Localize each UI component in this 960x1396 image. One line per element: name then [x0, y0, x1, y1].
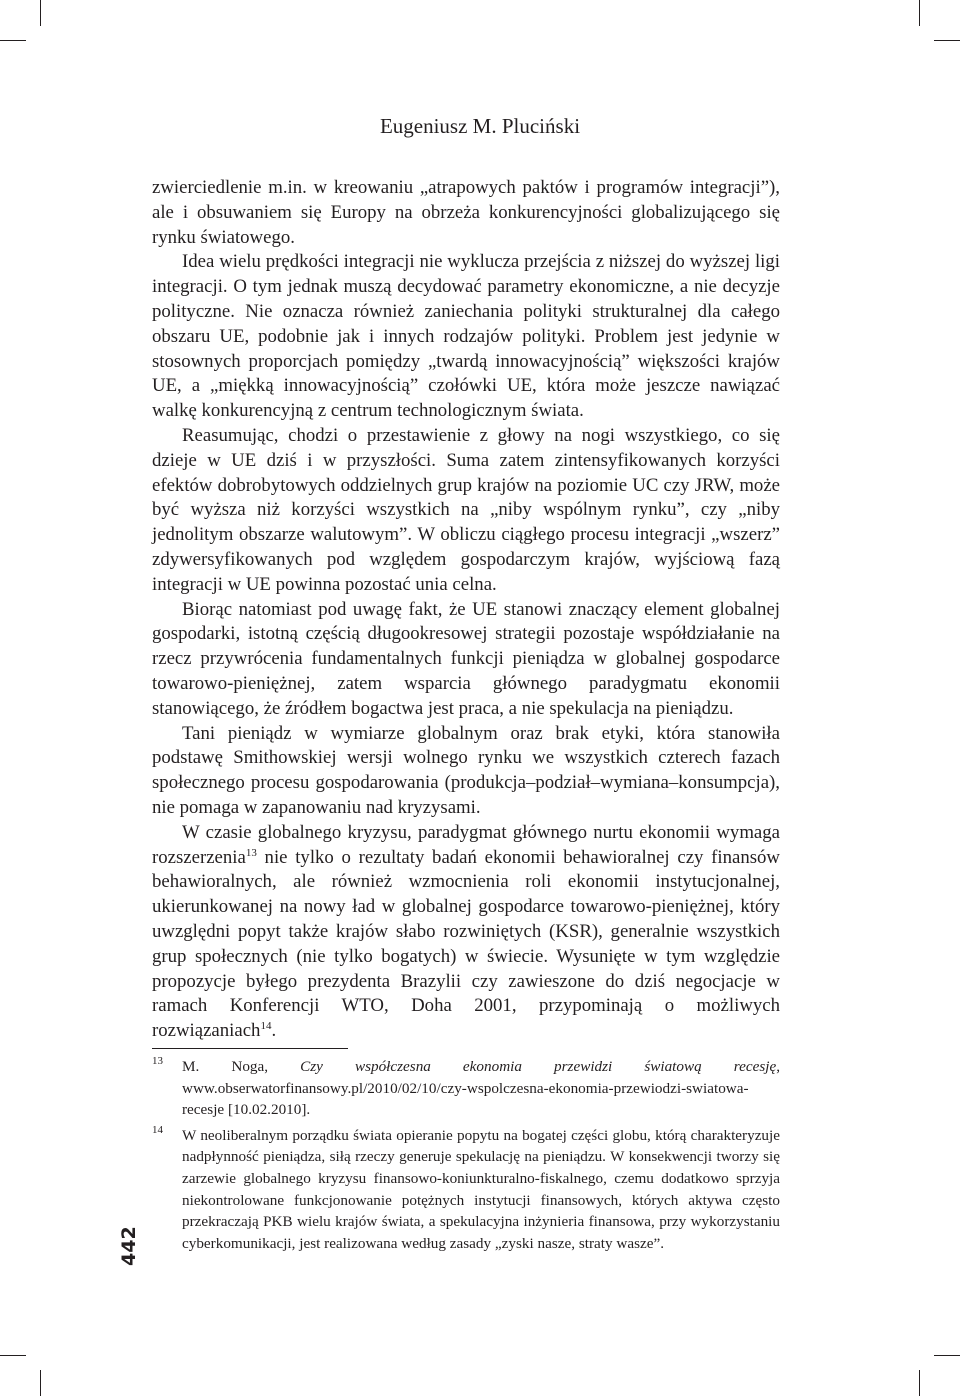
- footnote-number: 14: [152, 1123, 163, 1136]
- crop-mark-top-right-horizontal: [934, 40, 960, 41]
- text-run: W czasie globalnego kryzysu, paradygmat głównego nurtu ekonomii wymaga rozszerzenia: [152, 821, 780, 868]
- text-run: Biorąc natomiast pod uwagę fakt, że UE stanowi znaczący element globalnej gospodarki, istotną częścią długookresowej strategii pozostaje współdziałanie na rzecz przywrócenia fundamentalnych funkcji pieniądza w globalnej gospodarce towarowo-pieniężnej, zatem wsparcia głównego paradygmatu ekonomii stanowiącego, że źródłem bogactwa jest praca, a nie spekulacja na pieniądzu.: [152, 598, 780, 719]
- footnote: [152, 1125, 780, 1255]
- text-run: Reasumując, chodzi o przestawienie z głowy na nogi wszystkiego, co się dzieje w UE dziś i w przyszłości. Suma zatem zintensyfikowanych korzyści efektów dobrobytowych oddzielnych grup krajów na poziomie UC czy JRW, może być wyższa niż korzyści wszystkich na „niby wspólnym rynku”, czy „niby jednolitym obszarze walutowym”. W obliczu ciągłego procesu integracji „wszerz” zdywersyfikowanych pod względem gospodarczym krajów, wyjściową fazą integracji w UE powinna pozostać unia celna.: [152, 424, 780, 595]
- crop-mark-bottom-left-vertical: [40, 1370, 41, 1396]
- body-text: [152, 176, 780, 1044]
- paragraph: [152, 722, 780, 821]
- running-header-author: Eugeniusz M. Pluciński: [379, 114, 581, 138]
- text-run: zwierciedlenie m.in. w kreowaniu „atrapowych paktów i programów integracji”), ale i obsuwaniem się Europy na obrzeża konkurencyjności globalizującego się rynku światowego.: [152, 177, 780, 248]
- paragraph: [152, 598, 780, 722]
- crop-mark-bottom-right-horizontal: [934, 1355, 960, 1356]
- footnote-number: 13: [152, 1055, 163, 1067]
- footnote: [152, 1056, 780, 1121]
- crop-mark-top-right-vertical: [919, 0, 920, 26]
- text-run: M. Noga,: [182, 1058, 301, 1075]
- paragraph: [152, 176, 780, 250]
- paragraph: [152, 250, 780, 424]
- text-run: nie tylko o rezultaty badań ekonomii behawioralnej czy finansów behawioralnych, ale również wzmocnienia roli ekonomii instytucjonalnej, ukierunkowanej na nowy ład w globalnej gospodarce towarowo-pieniężnej, który uwzględni popyt także krajów słabo rozwiniętych (KSR), generalnie wszystkich grup społecznych (nie tylko bogatych) w świecie. Wysunięte w tym względzie propozycje byłego prezydenta Brazylii czy zawieszone do dziś negocjacje w ramach Konferencji WTO, Doha 2001, przypominają o możliwych rozwiązaniach: [152, 846, 780, 1042]
- footnote-reference: 14: [260, 1020, 272, 1033]
- page-number: 442: [118, 1226, 140, 1266]
- crop-mark-bottom-left-horizontal: [0, 1355, 26, 1356]
- crop-mark-top-left-vertical: [40, 0, 41, 26]
- text-run: , www.obserwatorfinansowy.pl/2010/02/10/czy-wspolczesna-ekonomia-przewiodzi-swiatowa-recesje [10.02.2010].: [182, 1058, 780, 1119]
- paragraph: [152, 821, 780, 1044]
- crop-mark-bottom-right-vertical: [919, 1370, 920, 1396]
- text-run: Idea wielu prędkości integracji nie wyklucza przejścia z niższej do wyższej ligi integracji. O tym jednak muszą decydować parametry ekonomiczne, a nie decyzje polityczne. Nie oznacza również zaniechania polityki strukturalnej dla całego obszaru UE, podobnie jak i innych rodzajów polityki. Problem jest jedynie w stosownych proporcjach pomiędzy „twardą innowacyjnością” większości krajów UE, a „miękką innowacyjnością” czołówki UE, która może jeszcze nawiązać walkę konkurencyjną z centrum technologicznym świata.: [152, 251, 780, 422]
- footnotes: [152, 1056, 780, 1258]
- paragraph: [152, 424, 780, 598]
- crop-mark-top-left-horizontal: [0, 40, 26, 41]
- text-run: .: [271, 1020, 277, 1042]
- footnote-reference: 13: [245, 846, 257, 859]
- text-run: W neoliberalnym porządku świata opieranie popytu na bogatej części globu, którą charakteryzuje nadpłynność pieniądza, siłą rzeczy generuje spekulację na pieniądzu. W konsekwencji tworzy się zarzewie globalnego kryzysu finansowo-koniunkturalno-fiskalnego, czemu dodatkowo sprzyja niekontrolowane funkcjonowanie potężnych instytucji finansowych, których aktywa często przekraczają PKB wielu krajów świata, a spekulacyjna inżynieria finansowa, przy wykorzystaniu cyberkomunikacji, jest realizowana według zasady „zyski nasze, straty wasze”.: [182, 1126, 780, 1252]
- text-run: Tani pieniądz w wymiarze globalnym oraz brak etyki, która stanowiła podstawę Smithowskiej wersji wolnego rynku we wszystkich czterech fazach społecznego procesu gospodarowania (produkcja–podział–wymiana–konsumpcja), nie pomaga w zapanowaniu nad kryzysami.: [152, 722, 780, 818]
- footnote-separator: [152, 1048, 348, 1049]
- italic-title: Czy współczesna ekonomia przewidzi światową recesję: [300, 1058, 777, 1075]
